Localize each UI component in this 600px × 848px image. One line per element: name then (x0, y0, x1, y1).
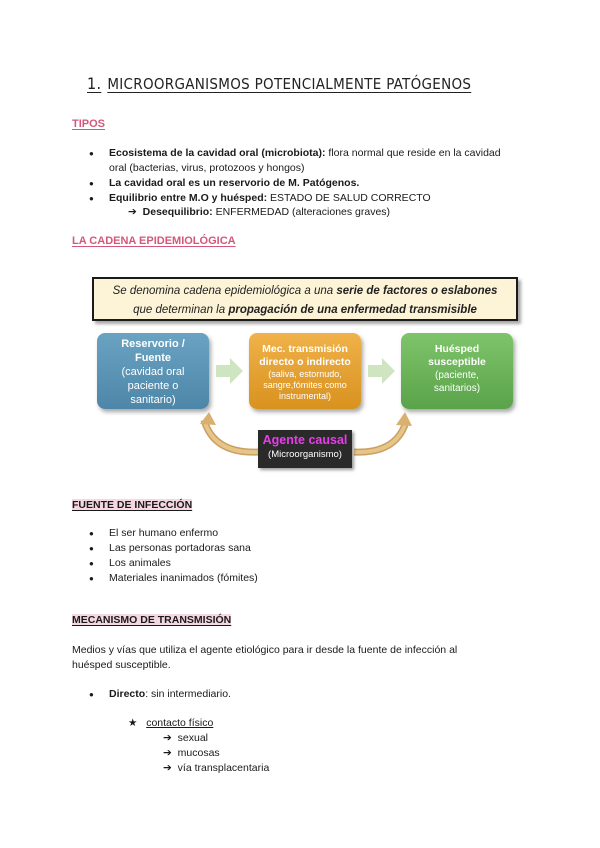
list-item: ● Directo: sin intermediario. (109, 687, 409, 702)
mecanismo-title: MECANISMO DE TRANSMISIÓN (72, 614, 232, 626)
page-title (87, 74, 471, 93)
desequilibrio-line: ➔ Desequilibrio: ENFERMEDAD (alteraciones graves) (128, 206, 391, 218)
reservorio-box: Reservorio / Fuente (cavidad oral paciente o sanitario) (97, 333, 209, 409)
tipos-list (109, 146, 539, 206)
curved-arrow-icon (200, 412, 262, 460)
sub-item-line: ➔ mucosas (163, 747, 220, 759)
tipos-title: TIPOS (72, 118, 106, 130)
arrow-icon: ➔ (163, 747, 172, 759)
star-icon: ★ (128, 717, 138, 729)
mecanismo-list (109, 687, 409, 702)
heading-title: MICROORGANISMOS POTENCIALMENTE PATÓGENOS (107, 75, 472, 93)
list-item: ● El ser humano enfermo (109, 526, 409, 541)
fuente-list (109, 526, 409, 586)
curved-arrow-icon (350, 412, 412, 460)
list-item: ● Equilibrio entre M.O y huésped: ESTADO DE SALUD CORRECTO (109, 191, 539, 206)
heading-number: 1. (87, 74, 102, 93)
list-item: ● La cavidad oral es un reservorio de M. Patógenos. (109, 176, 539, 191)
right-arrow-icon (368, 358, 396, 384)
sub-item-line: ➔ sexual (163, 732, 209, 744)
definition-box: Se denomina cadena epidemiológica a una serie de factores o eslabones que determinan la propagación de una enfermedad transmisible (92, 277, 518, 321)
list-item: ● Las personas portadoras sana (109, 541, 409, 556)
arrow-icon: ➔ (163, 762, 172, 774)
right-arrow-icon (216, 358, 244, 384)
mecanismo-paragraph: Medios y vías que utiliza el agente etiológico para ir desde la fuente de infección al huésped susceptible. (72, 644, 458, 671)
sub-item-line: ➔ vía transplacentaria (163, 762, 270, 774)
cadena-title: LA CADENA EPIDEMIOLÓGICA (72, 235, 236, 247)
contacto-fisico-line: ★ contacto físico (128, 717, 214, 729)
mecanismo-box: Mec. transmisión directo o indirecto (saliva, estornudo, sangre,fómites como instrumental) (249, 333, 361, 409)
list-item: ● Ecosistema de la cavidad oral (microbiota): flora normal que reside en la cavidad oral (bacterias, virus, protozoos y hongos) (109, 146, 539, 176)
arrow-icon: ➔ (128, 206, 137, 218)
agente-causal-box: Agente causal (Microorganismo) (258, 430, 352, 468)
huesped-box: Huésped susceptible (paciente, sanitarios) (401, 333, 513, 409)
fuente-title: FUENTE DE INFECCIÓN (72, 499, 193, 511)
list-item: ● Los animales (109, 556, 409, 571)
list-item: ● Materiales inanimados (fómites) (109, 571, 409, 586)
arrow-icon: ➔ (163, 732, 172, 744)
